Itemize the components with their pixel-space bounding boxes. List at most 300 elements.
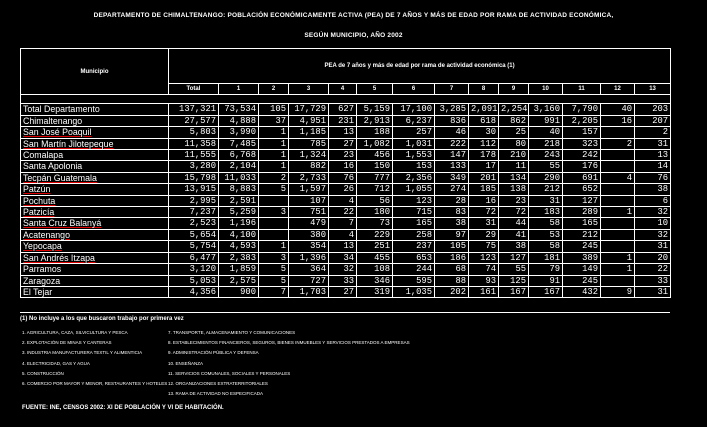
value-cell bbox=[601, 127, 635, 138]
value-cell: 2,575 bbox=[219, 275, 259, 286]
value-cell: 862 bbox=[499, 115, 529, 126]
value-cell: 32 bbox=[635, 207, 671, 218]
value-cell: 618 bbox=[469, 115, 499, 126]
value-cell: 455 bbox=[357, 252, 393, 263]
column-header: 4 bbox=[329, 84, 357, 95]
activity-code-item: 8. ESTABLECIMIENTOS FINANCIEROS, SEGUROS, BIENES INMUEBLES Y SERVICIOS PRESTADOS A EMPRESAS bbox=[168, 340, 410, 346]
value-cell: 244 bbox=[393, 264, 435, 275]
municipio-cell: Yepocapa bbox=[21, 241, 169, 252]
value-cell: 56 bbox=[357, 195, 393, 206]
column-header: 10 bbox=[529, 84, 563, 95]
value-cell: 40 bbox=[529, 127, 563, 138]
group-header: PEA de 7 años y más de edad por rama de actividad económica (1) bbox=[169, 49, 671, 84]
value-cell: 25 bbox=[499, 127, 529, 138]
activity-code-item: 6. COMERCIO POR MAYOR Y MENOR, RESTAURANTES Y HOTELES bbox=[22, 380, 168, 386]
value-cell: 202 bbox=[435, 286, 469, 297]
value-cell: 3,285 bbox=[435, 104, 469, 115]
value-cell: 38 bbox=[635, 184, 671, 195]
table-row bbox=[21, 275, 671, 286]
value-cell: 346 bbox=[357, 275, 393, 286]
activity-code-item: 10. ENSEÑANZA bbox=[168, 360, 204, 366]
value-cell: 1 bbox=[259, 161, 289, 172]
value-cell: 251 bbox=[357, 241, 393, 252]
value-cell: 165 bbox=[563, 218, 601, 229]
value-cell bbox=[601, 275, 635, 286]
value-cell: 133 bbox=[435, 161, 469, 172]
value-cell: 349 bbox=[435, 172, 469, 183]
value-cell: 80 bbox=[499, 138, 529, 149]
column-header: 5 bbox=[357, 84, 393, 95]
value-cell: 212 bbox=[563, 229, 601, 240]
table-row bbox=[21, 218, 671, 229]
value-cell: 107 bbox=[289, 195, 329, 206]
value-cell: 7,237 bbox=[169, 207, 219, 218]
activity-code-item: 3. INDUSTRIA MANUFACTURERA TEXTIL Y ALIMENTICIA bbox=[22, 350, 143, 356]
value-cell: 17,100 bbox=[393, 104, 435, 115]
value-cell: 1 bbox=[259, 138, 289, 149]
value-cell: 58 bbox=[529, 218, 563, 229]
value-cell: 180 bbox=[357, 207, 393, 218]
value-cell: 44 bbox=[499, 218, 529, 229]
value-cell: 258 bbox=[393, 229, 435, 240]
value-cell: 13 bbox=[329, 241, 357, 252]
municipio-cell: Patzún bbox=[21, 184, 169, 195]
value-cell: 456 bbox=[357, 150, 393, 161]
value-cell: 11,033 bbox=[219, 172, 259, 183]
value-cell: 11,555 bbox=[169, 150, 219, 161]
value-cell bbox=[259, 218, 289, 229]
value-cell: 2 bbox=[259, 172, 289, 183]
value-cell: 23 bbox=[329, 150, 357, 161]
activity-code-item: 5. CONSTRUCCIÓN bbox=[22, 370, 64, 376]
value-cell: 1 bbox=[601, 207, 635, 218]
value-cell: 432 bbox=[563, 286, 601, 297]
value-cell: 31 bbox=[635, 241, 671, 252]
value-cell: 123 bbox=[469, 252, 499, 263]
table-row bbox=[21, 184, 671, 195]
value-cell: 112 bbox=[469, 138, 499, 149]
value-cell bbox=[601, 150, 635, 161]
value-cell: 2,205 bbox=[563, 115, 601, 126]
value-cell: 37 bbox=[259, 115, 289, 126]
value-cell: 17,729 bbox=[289, 104, 329, 115]
value-cell: 105 bbox=[259, 104, 289, 115]
source-note: FUENTE: INE, CENSOS 2002: XI DE POBLACIÓN Y VI DE HABITACIÓN. bbox=[22, 405, 224, 411]
municipio-cell: Acatenango bbox=[21, 229, 169, 240]
column-header: 12 bbox=[601, 84, 635, 95]
value-cell: 33 bbox=[329, 275, 357, 286]
value-cell: 479 bbox=[289, 218, 329, 229]
value-cell: 167 bbox=[529, 286, 563, 297]
value-cell: 150 bbox=[357, 161, 393, 172]
value-cell: 257 bbox=[393, 127, 435, 138]
municipio-cell: San José Poaquil bbox=[21, 127, 169, 138]
value-cell: 712 bbox=[357, 184, 393, 195]
value-cell: 319 bbox=[357, 286, 393, 297]
value-cell: 751 bbox=[289, 207, 329, 218]
value-cell: 123 bbox=[393, 195, 435, 206]
value-cell: 127 bbox=[499, 252, 529, 263]
municipio-cell: Santa Cruz Balanyá bbox=[21, 218, 169, 229]
value-cell: 4 bbox=[329, 229, 357, 240]
municipio-cell: Chimaltenango bbox=[21, 115, 169, 126]
value-cell: 16 bbox=[329, 161, 357, 172]
value-cell: 149 bbox=[563, 264, 601, 275]
value-cell: 75 bbox=[469, 241, 499, 252]
value-cell: 74 bbox=[469, 264, 499, 275]
value-cell: 185 bbox=[469, 184, 499, 195]
value-cell: 2,523 bbox=[169, 218, 219, 229]
value-cell: 6,477 bbox=[169, 252, 219, 263]
value-cell: 14 bbox=[635, 161, 671, 172]
value-cell: 4,951 bbox=[289, 115, 329, 126]
value-cell: 237 bbox=[393, 241, 435, 252]
value-cell: 4,888 bbox=[219, 115, 259, 126]
value-cell: 2,104 bbox=[219, 161, 259, 172]
municipio-cell: El Tejar bbox=[21, 286, 169, 297]
value-cell: 127 bbox=[563, 195, 601, 206]
value-cell: 161 bbox=[469, 286, 499, 297]
value-cell: 8,883 bbox=[219, 184, 259, 195]
value-cell: 207 bbox=[635, 115, 671, 126]
table-row bbox=[21, 115, 671, 126]
value-cell: 27 bbox=[329, 138, 357, 149]
pea-table bbox=[20, 48, 671, 298]
activity-code-item: 9. ADMINISTRACIÓN PÚBLICA Y DEFENSA bbox=[168, 350, 259, 356]
value-cell: 836 bbox=[435, 115, 469, 126]
value-cell: 167 bbox=[499, 286, 529, 297]
value-cell: 1,031 bbox=[393, 138, 435, 149]
value-cell: 2 bbox=[635, 127, 671, 138]
value-cell: 595 bbox=[393, 275, 435, 286]
value-cell: 105 bbox=[435, 241, 469, 252]
value-cell: 3,160 bbox=[529, 104, 563, 115]
value-cell: 354 bbox=[289, 241, 329, 252]
value-cell: 16 bbox=[601, 115, 635, 126]
value-cell: 691 bbox=[563, 172, 601, 183]
municipio-cell: San Martín Jilotepeque bbox=[21, 138, 169, 149]
value-cell: 55 bbox=[529, 161, 563, 172]
value-cell: 76 bbox=[329, 172, 357, 183]
value-cell: 991 bbox=[529, 115, 563, 126]
value-cell: 1,035 bbox=[393, 286, 435, 297]
value-cell: 27 bbox=[329, 286, 357, 297]
value-cell: 2,733 bbox=[289, 172, 329, 183]
value-cell: 31 bbox=[469, 218, 499, 229]
value-cell: 627 bbox=[329, 104, 357, 115]
value-cell: 364 bbox=[289, 264, 329, 275]
table-row bbox=[21, 241, 671, 252]
value-cell: 1,859 bbox=[219, 264, 259, 275]
value-cell: 33 bbox=[635, 275, 671, 286]
value-cell: 13 bbox=[329, 127, 357, 138]
value-cell: 7 bbox=[329, 218, 357, 229]
value-cell: 1,185 bbox=[289, 127, 329, 138]
value-cell: 6,237 bbox=[393, 115, 435, 126]
value-cell: 38 bbox=[499, 241, 529, 252]
value-cell: 1,597 bbox=[289, 184, 329, 195]
table-row bbox=[21, 150, 671, 161]
value-cell: 72 bbox=[499, 207, 529, 218]
footnote-divider bbox=[20, 312, 670, 313]
value-cell bbox=[601, 229, 635, 240]
value-cell: 30 bbox=[469, 127, 499, 138]
column-header: 3 bbox=[289, 84, 329, 95]
value-cell: 653 bbox=[393, 252, 435, 263]
value-cell: 83 bbox=[435, 207, 469, 218]
value-cell: 23 bbox=[499, 195, 529, 206]
table-title: DEPARTAMENTO DE CHIMALTENANGO: POBLACIÓN ECONÓMICAMENTE ACTIVA (PEA) DE 7 AÑOS Y MÁS DE EDAD POR RAMA DE ACTIVIDAD ECONÓMICA, bbox=[93, 12, 614, 19]
municipio-cell: Santa Apolonia bbox=[21, 161, 169, 172]
value-cell: 323 bbox=[563, 138, 601, 149]
value-cell: 1,553 bbox=[393, 150, 435, 161]
activity-code-item: 13. RAMA DE ACTIVIDAD NO ESPECIFICADA bbox=[168, 391, 264, 397]
value-cell: 1 bbox=[601, 252, 635, 263]
activity-code-item: 1. AGRICULTURA, CAZA, SILVICULTURA Y PESCA bbox=[22, 330, 128, 335]
value-cell: 9 bbox=[601, 286, 635, 297]
value-cell: 186 bbox=[435, 252, 469, 263]
value-cell bbox=[601, 195, 635, 206]
value-cell: 243 bbox=[529, 150, 563, 161]
value-cell: 3,280 bbox=[169, 161, 219, 172]
value-cell: 31 bbox=[635, 286, 671, 297]
value-cell: 2,591 bbox=[219, 195, 259, 206]
value-cell: 188 bbox=[357, 127, 393, 138]
value-cell: 4 bbox=[601, 172, 635, 183]
column-header: 6 bbox=[393, 84, 435, 95]
value-cell: 137,321 bbox=[169, 104, 219, 115]
value-cell: 1 bbox=[259, 241, 289, 252]
value-cell bbox=[259, 195, 289, 206]
value-cell: 289 bbox=[563, 207, 601, 218]
column-header: Total bbox=[169, 84, 219, 95]
value-cell: 38 bbox=[435, 218, 469, 229]
value-cell: 1,055 bbox=[393, 184, 435, 195]
value-cell bbox=[601, 184, 635, 195]
value-cell: 2,913 bbox=[357, 115, 393, 126]
value-cell: 72 bbox=[469, 207, 499, 218]
value-cell: 4,100 bbox=[219, 229, 259, 240]
value-cell: 176 bbox=[563, 161, 601, 172]
value-cell: 91 bbox=[529, 275, 563, 286]
value-cell: 3,990 bbox=[219, 127, 259, 138]
activity-code-item: 4. ELECTRICIDAD, GAS Y AGUA bbox=[22, 360, 90, 366]
value-cell: 11,358 bbox=[169, 138, 219, 149]
value-cell: 13 bbox=[635, 150, 671, 161]
value-cell: 26 bbox=[329, 184, 357, 195]
value-cell: 2 bbox=[601, 138, 635, 149]
value-cell: 22 bbox=[329, 207, 357, 218]
value-cell: 5,654 bbox=[169, 229, 219, 240]
value-cell: 31 bbox=[635, 138, 671, 149]
value-cell: 1,396 bbox=[289, 252, 329, 263]
value-cell: 380 bbox=[289, 229, 329, 240]
table-row bbox=[21, 127, 671, 138]
value-cell: 1,196 bbox=[219, 218, 259, 229]
value-cell: 134 bbox=[499, 172, 529, 183]
activity-code-item: 7. TRANSPORTE, ALMACENAMIENTO Y COMUNICACIONES bbox=[168, 330, 296, 335]
value-cell: 6,768 bbox=[219, 150, 259, 161]
value-cell: 218 bbox=[529, 138, 563, 149]
value-cell: 97 bbox=[435, 229, 469, 240]
value-cell: 1,082 bbox=[357, 138, 393, 149]
value-cell: 16 bbox=[469, 195, 499, 206]
value-cell bbox=[601, 241, 635, 252]
value-cell: 1 bbox=[601, 264, 635, 275]
value-cell: 22 bbox=[635, 264, 671, 275]
value-cell: 389 bbox=[563, 252, 601, 263]
value-cell: 2,383 bbox=[219, 252, 259, 263]
activity-code-item: 12. ORGANIZACIONES EXTRATERRITORIALES bbox=[168, 380, 268, 386]
value-cell: 5,053 bbox=[169, 275, 219, 286]
value-cell: 245 bbox=[563, 275, 601, 286]
activity-code-item: 11. SERVICIOS COMUNALES, SOCIALES Y PERSONALES bbox=[168, 370, 291, 376]
column-header: 13 bbox=[635, 84, 671, 95]
value-cell: 76 bbox=[635, 172, 671, 183]
value-cell: 125 bbox=[499, 275, 529, 286]
value-cell: 15,798 bbox=[169, 172, 219, 183]
table-row bbox=[21, 229, 671, 240]
municipio-cell: San Andrés Itzapa bbox=[21, 252, 169, 263]
value-cell: 29 bbox=[469, 229, 499, 240]
value-cell: 4 bbox=[329, 195, 357, 206]
value-cell: 652 bbox=[563, 184, 601, 195]
value-cell: 73,534 bbox=[219, 104, 259, 115]
value-cell: 1 bbox=[259, 127, 289, 138]
value-cell: 27,577 bbox=[169, 115, 219, 126]
value-cell: 138 bbox=[499, 184, 529, 195]
table-row bbox=[21, 264, 671, 275]
value-cell: 181 bbox=[529, 252, 563, 263]
value-cell: 165 bbox=[393, 218, 435, 229]
footnote: (1) No incluye a los que buscaron trabajo por primera vez bbox=[20, 316, 184, 322]
value-cell: 40 bbox=[601, 104, 635, 115]
value-cell: 6 bbox=[635, 195, 671, 206]
value-cell: 2,995 bbox=[169, 195, 219, 206]
value-cell: 93 bbox=[469, 275, 499, 286]
value-cell: 290 bbox=[529, 172, 563, 183]
column-header: 11 bbox=[563, 84, 601, 95]
value-cell: 2,091 bbox=[469, 104, 499, 115]
value-cell: 178 bbox=[469, 150, 499, 161]
municipio-cell: Comalapa bbox=[21, 150, 169, 161]
value-cell: 46 bbox=[435, 127, 469, 138]
value-cell: 32 bbox=[329, 264, 357, 275]
value-cell: 4,593 bbox=[219, 241, 259, 252]
value-cell: 245 bbox=[563, 241, 601, 252]
table-row bbox=[21, 172, 671, 183]
table-row bbox=[21, 207, 671, 218]
value-cell: 58 bbox=[529, 241, 563, 252]
column-header: 8 bbox=[469, 84, 499, 95]
value-cell: 153 bbox=[393, 161, 435, 172]
municipio-cell: Zaragoza bbox=[21, 275, 169, 286]
table-row bbox=[21, 195, 671, 206]
value-cell: 5,159 bbox=[357, 104, 393, 115]
value-cell: 1 bbox=[259, 150, 289, 161]
table-row bbox=[21, 286, 671, 297]
value-cell: 34 bbox=[329, 252, 357, 263]
value-cell: 3 bbox=[259, 252, 289, 263]
value-cell: 231 bbox=[329, 115, 357, 126]
value-cell: 183 bbox=[529, 207, 563, 218]
value-cell: 3,120 bbox=[169, 264, 219, 275]
municipio-cell: Total Departamento bbox=[21, 104, 169, 115]
activity-code-item: 2. EXPLOTACIÓN DE MINAS Y CANTERAS bbox=[22, 340, 112, 346]
value-cell: 147 bbox=[435, 150, 469, 161]
value-cell: 210 bbox=[499, 150, 529, 161]
value-cell: 73 bbox=[357, 218, 393, 229]
value-cell: 2,254 bbox=[499, 104, 529, 115]
value-cell: 1,324 bbox=[289, 150, 329, 161]
table-row bbox=[21, 104, 671, 115]
value-cell: 10 bbox=[635, 218, 671, 229]
table-row bbox=[21, 161, 671, 172]
value-cell: 7 bbox=[259, 286, 289, 297]
value-cell bbox=[601, 161, 635, 172]
value-cell: 4,356 bbox=[169, 286, 219, 297]
value-cell: 11 bbox=[499, 161, 529, 172]
value-cell: 222 bbox=[435, 138, 469, 149]
value-cell bbox=[601, 218, 635, 229]
value-cell: 5 bbox=[259, 264, 289, 275]
column-header: 7 bbox=[435, 84, 469, 95]
value-cell: 5,754 bbox=[169, 241, 219, 252]
value-cell: 203 bbox=[635, 104, 671, 115]
value-cell: 1,703 bbox=[289, 286, 329, 297]
municipio-cell: Pochuta bbox=[21, 195, 169, 206]
value-cell: 727 bbox=[289, 275, 329, 286]
value-cell: 88 bbox=[435, 275, 469, 286]
column-header: 2 bbox=[259, 84, 289, 95]
value-cell: 55 bbox=[499, 264, 529, 275]
value-cell: 715 bbox=[393, 207, 435, 218]
value-cell: 79 bbox=[529, 264, 563, 275]
value-cell: 882 bbox=[289, 161, 329, 172]
value-cell: 274 bbox=[435, 184, 469, 195]
value-cell: 201 bbox=[469, 172, 499, 183]
value-cell bbox=[259, 229, 289, 240]
value-cell: 13,915 bbox=[169, 184, 219, 195]
table-row bbox=[21, 138, 671, 149]
municipio-cell: Parramos bbox=[21, 264, 169, 275]
value-cell: 5 bbox=[259, 275, 289, 286]
table-row bbox=[21, 252, 671, 263]
value-cell: 212 bbox=[529, 184, 563, 195]
value-cell: 68 bbox=[435, 264, 469, 275]
value-cell: 785 bbox=[289, 138, 329, 149]
value-cell: 5,259 bbox=[219, 207, 259, 218]
column-header: 9 bbox=[499, 84, 529, 95]
value-cell: 20 bbox=[635, 252, 671, 263]
value-cell: 7,790 bbox=[563, 104, 601, 115]
value-cell: 900 bbox=[219, 286, 259, 297]
value-cell: 108 bbox=[357, 264, 393, 275]
value-cell: 2,356 bbox=[393, 172, 435, 183]
value-cell: 53 bbox=[529, 229, 563, 240]
column-header: 1 bbox=[219, 84, 259, 95]
table-subtitle: SEGÚN MUNICIPIO, AÑO 2002 bbox=[304, 32, 403, 39]
value-cell: 3 bbox=[259, 207, 289, 218]
value-cell: 5 bbox=[259, 184, 289, 195]
value-cell: 17 bbox=[469, 161, 499, 172]
value-cell: 777 bbox=[357, 172, 393, 183]
value-cell: 31 bbox=[529, 195, 563, 206]
value-cell: 32 bbox=[635, 229, 671, 240]
municipio-cell: Tecpán Guatemala bbox=[21, 172, 169, 183]
value-cell: 242 bbox=[563, 150, 601, 161]
value-cell: 41 bbox=[499, 229, 529, 240]
